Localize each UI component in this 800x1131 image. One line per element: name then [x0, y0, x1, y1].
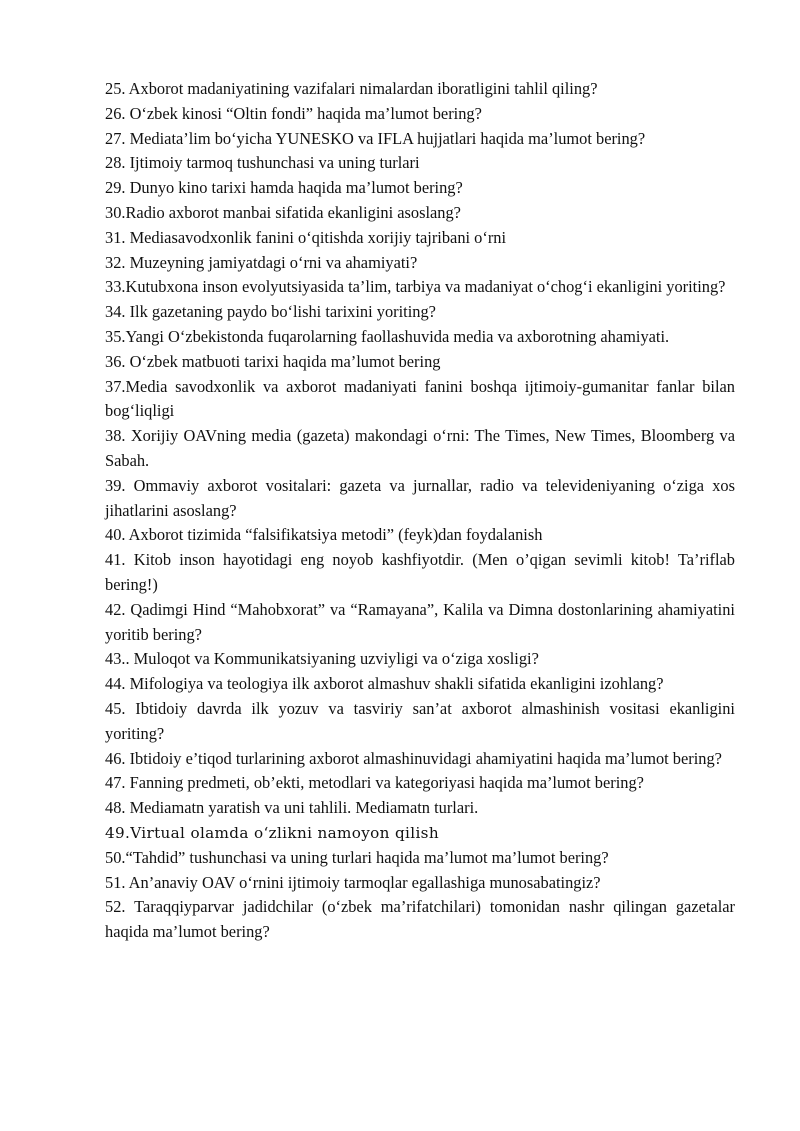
question-32: 32. Muzeyning jamiyatdagi o‘rni va ahamiyati?	[105, 252, 418, 272]
question-37: 37.Media savodxonlik va axborot madaniyati fanini boshqa ijtimoiy-gumanitar fanlar bilan bog‘liqligi	[105, 376, 735, 421]
question-40: 40. Axborot tizimida “falsifikatsiya metodi” (feyk)dan foydalanish	[105, 525, 543, 545]
question-48: 48. Mediamatn yaratish va uni tahlili. Mediamatn turlari.	[105, 798, 479, 818]
question-36: 36. O‘zbek matbuoti tarixi haqida ma’lumot bering	[105, 351, 441, 371]
question-34: 34. Ilk gazetaning paydo bo‘lishi tarixini yoriting?	[105, 302, 436, 322]
question-39: 39. Ommaviy axborot vositalari: gazeta va jurnallar, radio va televideniyaning o‘ziga xos jihatlarini asoslang?	[105, 475, 735, 520]
question-42: 42. Qadimgi Hind “Mahobxorat” va “Ramayana”, Kalila va Dimna dostonlarining ahamiyatini yoritib bering?	[105, 599, 735, 644]
question-26: 26. O‘zbek kinosi “Oltin fondi” haqida ma’lumot bering?	[105, 103, 482, 123]
question-38: 38. Xorijiy OAVning media (gazeta) makondagi o‘rni: The Times, New Times, Bloomberg va Sabah.	[105, 426, 735, 470]
question-44: 44. Mifologiya va teologiya ilk axborot almashuv shakli sifatida ekanligini izohlang?	[105, 674, 664, 694]
question-27: 27. Mediata’lim bo‘yicha YUNESKO va IFLA hujjatlari haqida ma’lumot bering?	[105, 128, 646, 148]
question-50: 50.“Tahdid” tushunchasi va uning turlari haqida ma’lumot ma’lumot bering?	[105, 847, 609, 867]
question-49: 49.Virtual olamda o‘zlikni namoyon qilish	[105, 823, 439, 842]
question-25: 25. Axborot madaniyatining vazifalari nimalardan iboratligini tahlil qiling?	[105, 79, 598, 98]
question-list	[105, 77, 735, 945]
question-31: 31. Mediasavodxonlik fanini o‘qitishda xorijiy tajribani o‘rni	[105, 227, 507, 247]
question-28: 28. Ijtimoiy tarmoq tushunchasi va uning turlari	[105, 153, 420, 173]
question-29: 29. Dunyo kino tarixi hamda haqida ma’lumot bering?	[105, 178, 463, 198]
question-45: 45. Ibtidoiy davrda ilk yozuv va tasviriy san’at axborot almashinish vositasi ekanligini yoriting?	[105, 698, 735, 743]
question-30: 30.Radio axborot manbai sifatida ekanligini asoslang?	[105, 202, 461, 222]
question-52: 52. Taraqqiyparvar jadidchilar (o‘zbek ma’rifatchilari) tomonidan nashr qilingan gazetalar haqida ma’lumot bering?	[105, 897, 735, 942]
question-46: 46. Ibtidoiy e’tiqod turlarining axborot almashinuvidagi ahamiyatini haqida ma’lumot bering?	[105, 748, 722, 768]
question-35: 35.Yangi O‘zbekistonda fuqarolarning faollashuvida media va axborotning ahamiyati.	[105, 326, 670, 346]
question-51: 51. An’anaviy OAV o‘rnini ijtimoiy tarmoqlar egallashiga munosabatingiz?	[105, 872, 601, 892]
question-33: 33.Kutubxona inson evolyutsiyasida ta’lim, tarbiya va madaniyat o‘chog‘i ekanligini yoriting?	[105, 277, 726, 297]
question-43: 43.. Muloqot va Kommunikatsiyaning uzviyligi va o‘ziga xosligi?	[105, 649, 539, 669]
question-47: 47. Fanning predmeti, ob’ekti, metodlari va kategoriyasi haqida ma’lumot bering?	[105, 773, 644, 793]
question-41: 41. Kitob inson hayotidagi eng noyob kashfiyotdir. (Men o’qigan sevimli kitob! Ta’riflab bering!)	[105, 550, 735, 594]
